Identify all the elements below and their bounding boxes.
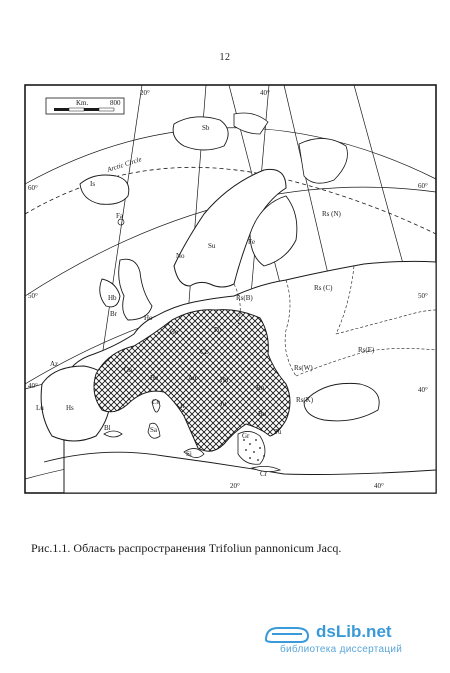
region-rs-b: Rs(B) xyxy=(236,294,253,302)
region-fe: Fe xyxy=(248,238,255,246)
region-bu: Bu xyxy=(258,410,267,418)
region-hu: Hu xyxy=(220,376,229,384)
region-po: Po xyxy=(214,326,222,334)
region-si: Si xyxy=(186,450,192,458)
region-co: Co xyxy=(152,398,161,406)
region-sa: Sa xyxy=(150,426,157,434)
region-no: No xyxy=(176,252,185,260)
region-sb: Sb xyxy=(202,124,210,132)
region-he: He xyxy=(150,374,159,382)
region-fa: Fa xyxy=(116,212,123,220)
dslib-logo-icon xyxy=(262,622,312,644)
scale-bar xyxy=(46,98,124,114)
region-it: It xyxy=(180,402,185,410)
region-lu: Lu xyxy=(36,404,44,412)
region-bl: Bl xyxy=(104,424,111,432)
watermark-subtitle: библиотека диссертаций xyxy=(280,644,403,655)
deg-left-40: 40° xyxy=(28,382,38,390)
region-rs-k: Rs(K) xyxy=(296,396,314,404)
region-hb: Hb xyxy=(108,294,117,302)
region-rs-w: Rs(W) xyxy=(294,364,313,372)
distribution-map xyxy=(24,84,437,494)
region-hs: Hs xyxy=(66,404,74,412)
figure-caption: Рис.1.1. Область распространения Trifoliun pannonicum Jacq. xyxy=(31,541,342,555)
region-ju: Ju xyxy=(220,400,227,408)
region-rs-e: Rs(E) xyxy=(358,346,375,354)
deg-left-50: 50° xyxy=(28,292,38,300)
map-svg xyxy=(24,84,437,494)
arctic-circle-label: Arctic Circle xyxy=(106,155,143,174)
region-ga: Ga xyxy=(124,366,133,374)
region-az: Az xyxy=(50,360,59,368)
region-br: Br xyxy=(110,310,117,318)
deg-right-60: 60° xyxy=(418,182,428,190)
watermark-brand: dsLib.net xyxy=(316,622,392,641)
region-gr: Gr xyxy=(242,432,250,440)
region-rs-n: Rs (N) xyxy=(322,210,341,218)
region-ru: Ru xyxy=(256,384,265,392)
region-is: Is xyxy=(90,180,96,188)
region-ho: Ho xyxy=(144,314,153,322)
region-ge: Ge xyxy=(170,328,179,336)
deg-bottom-20: 20° xyxy=(230,482,240,490)
region-cz: Cz xyxy=(200,348,208,356)
region-cr: Cr xyxy=(260,470,267,478)
region-au: Au xyxy=(188,374,197,382)
deg-right-50: 50° xyxy=(418,292,428,300)
deg-top-20: 20° xyxy=(140,89,150,97)
deg-right-40: 40° xyxy=(418,386,428,394)
deg-bottom-40: 40° xyxy=(374,482,384,490)
scale-value: 800 xyxy=(110,99,121,107)
region-tu: Tu xyxy=(274,428,282,436)
deg-left-60: 60° xyxy=(28,184,38,192)
scale-label: Km. xyxy=(76,99,89,107)
deg-top-40: 40° xyxy=(260,89,270,97)
watermark[interactable] xyxy=(262,622,442,662)
region-su: Su xyxy=(208,242,216,250)
page-number: 12 xyxy=(219,52,231,63)
region-rs-c: Rs (C) xyxy=(314,284,333,292)
